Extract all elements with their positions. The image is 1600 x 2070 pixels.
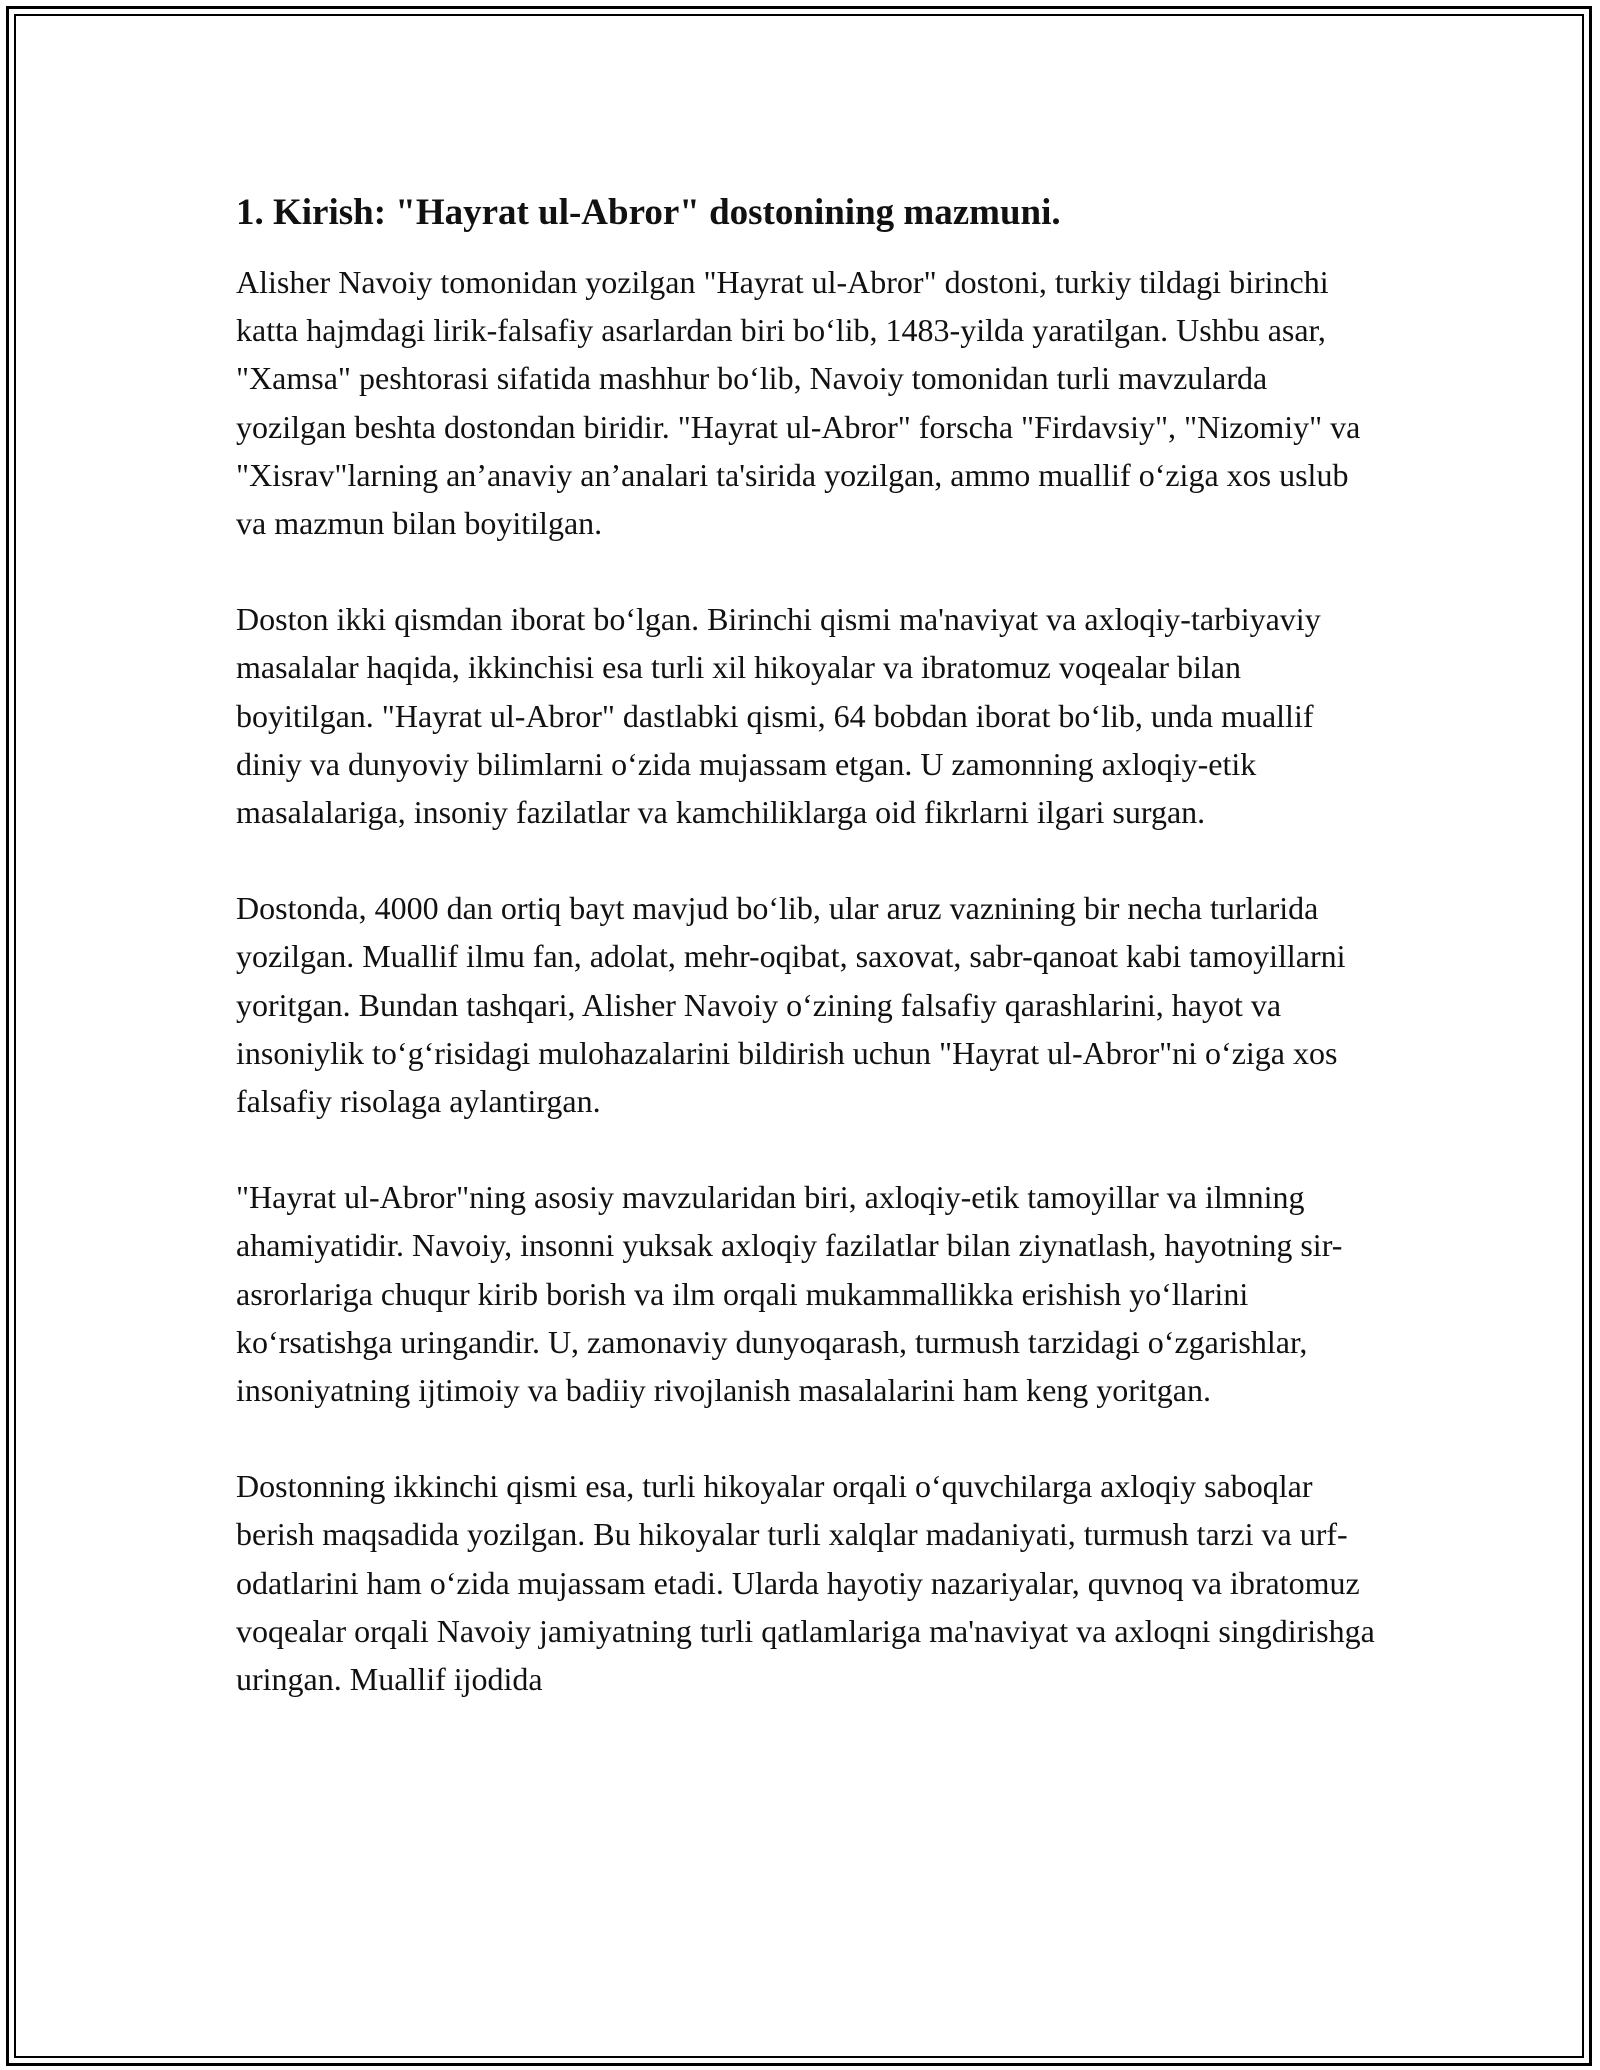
paragraph-1: Alisher Navoiy tomonidan yozilgan "Hayrat ul-Abror" dostoni, turkiy tildagi birinchi katta hajmdagi lirik-falsafiy asarlardan biri bo‘lib, 1483-yilda yaratilgan. Ushbu asar, "Xamsa" peshtorasi sifatida mashhur bo‘lib, Navoiy tomonidan turli mavzularda yozilgan beshta dostondan biridir. "Hayrat ul-Abror" forscha "Firdavsiy", "Nizomiy" va "Xisrav"larning an’anaviy an’analari ta'sirida yozilgan, ammo muallif o‘ziga xos uslub va mazmun bilan boyitilgan.	[236, 264, 1361, 542]
paragraph-2: Doston ikki qismdan iborat bo‘lgan. Birinchi qismi ma'naviyat va axloqiy-tarbiyaviy masalalar haqida, ikkinchisi esa turli xil hikoyalar va ibratomuz voqealar bilan boyitilgan. "Hayrat ul-Abror" dastlabki qismi, 64 bobdan iborat bo‘lib, unda muallif diniy va dunyoviy bilimlarni o‘zida mujassam etgan. U zamonning axloqiy-etik masalalariga, insoniy fazilatlar va kamchiliklarga oid fikrlarni ilgari surgan.	[236, 601, 1321, 831]
paragraph-3: Dostonda, 4000 dan ortiq bayt mavjud bo‘lib, ular aruz vaznining bir necha turlarida yozilgan. Muallif ilmu fan, adolat, mehr-oqibat, saxovat, sabr-qanoat kabi tamoyillarni yoritgan. Bundan tashqari, Alisher Navoiy o‘zining falsafiy qarashlarini, hayot va insoniylik to‘g‘risidagi mulohazalarini bildirish uchun "Hayrat ul-Abror"ni o‘ziga xos falsafiy risolaga aylantirgan.	[236, 890, 1346, 1120]
paragraph-4: "Hayrat ul-Abror"ning asosiy mavzularidan biri, axloqiy-etik tamoyillar va ilmning ahamiyatidir. Navoiy, insonni yuksak axloqiy fazilatlar bilan ziynatlash, hayotning sir-asrorlariga chuqur kirib borish va ilm orqali mukammallikka erishish yo‘llarini ko‘rsatishga uringandir. U, zamonaviy dunyoqarash, turmush tarzidagi o‘zgarishlar, insoniyatning ijtimoiy va badiiy rivojlanish masalalarini ham keng yoritgan.	[236, 1179, 1343, 1409]
document-body	[236, 186, 1376, 1703]
section-heading: 1. Kirish: "Hayrat ul-Abror" dostonining mazmuni.	[236, 192, 1061, 233]
paragraph-5: Dostonning ikkinchi qismi esa, turli hikoyalar orqali o‘quvchilarga axloqiy saboqlar berish maqsadida yozilgan. Bu hikoyalar turli xalqlar madaniyati, turmush tarzi va urf-odatlarini ham o‘zida mujassam etadi. Ularda hayotiy nazariyalar, quvnoq va ibratomuz voqealar orqali Navoiy jamiyatning turli qatlamlariga ma'naviyat va axloqni singdirishga uringan. Muallif ijodida	[236, 1468, 1375, 1698]
